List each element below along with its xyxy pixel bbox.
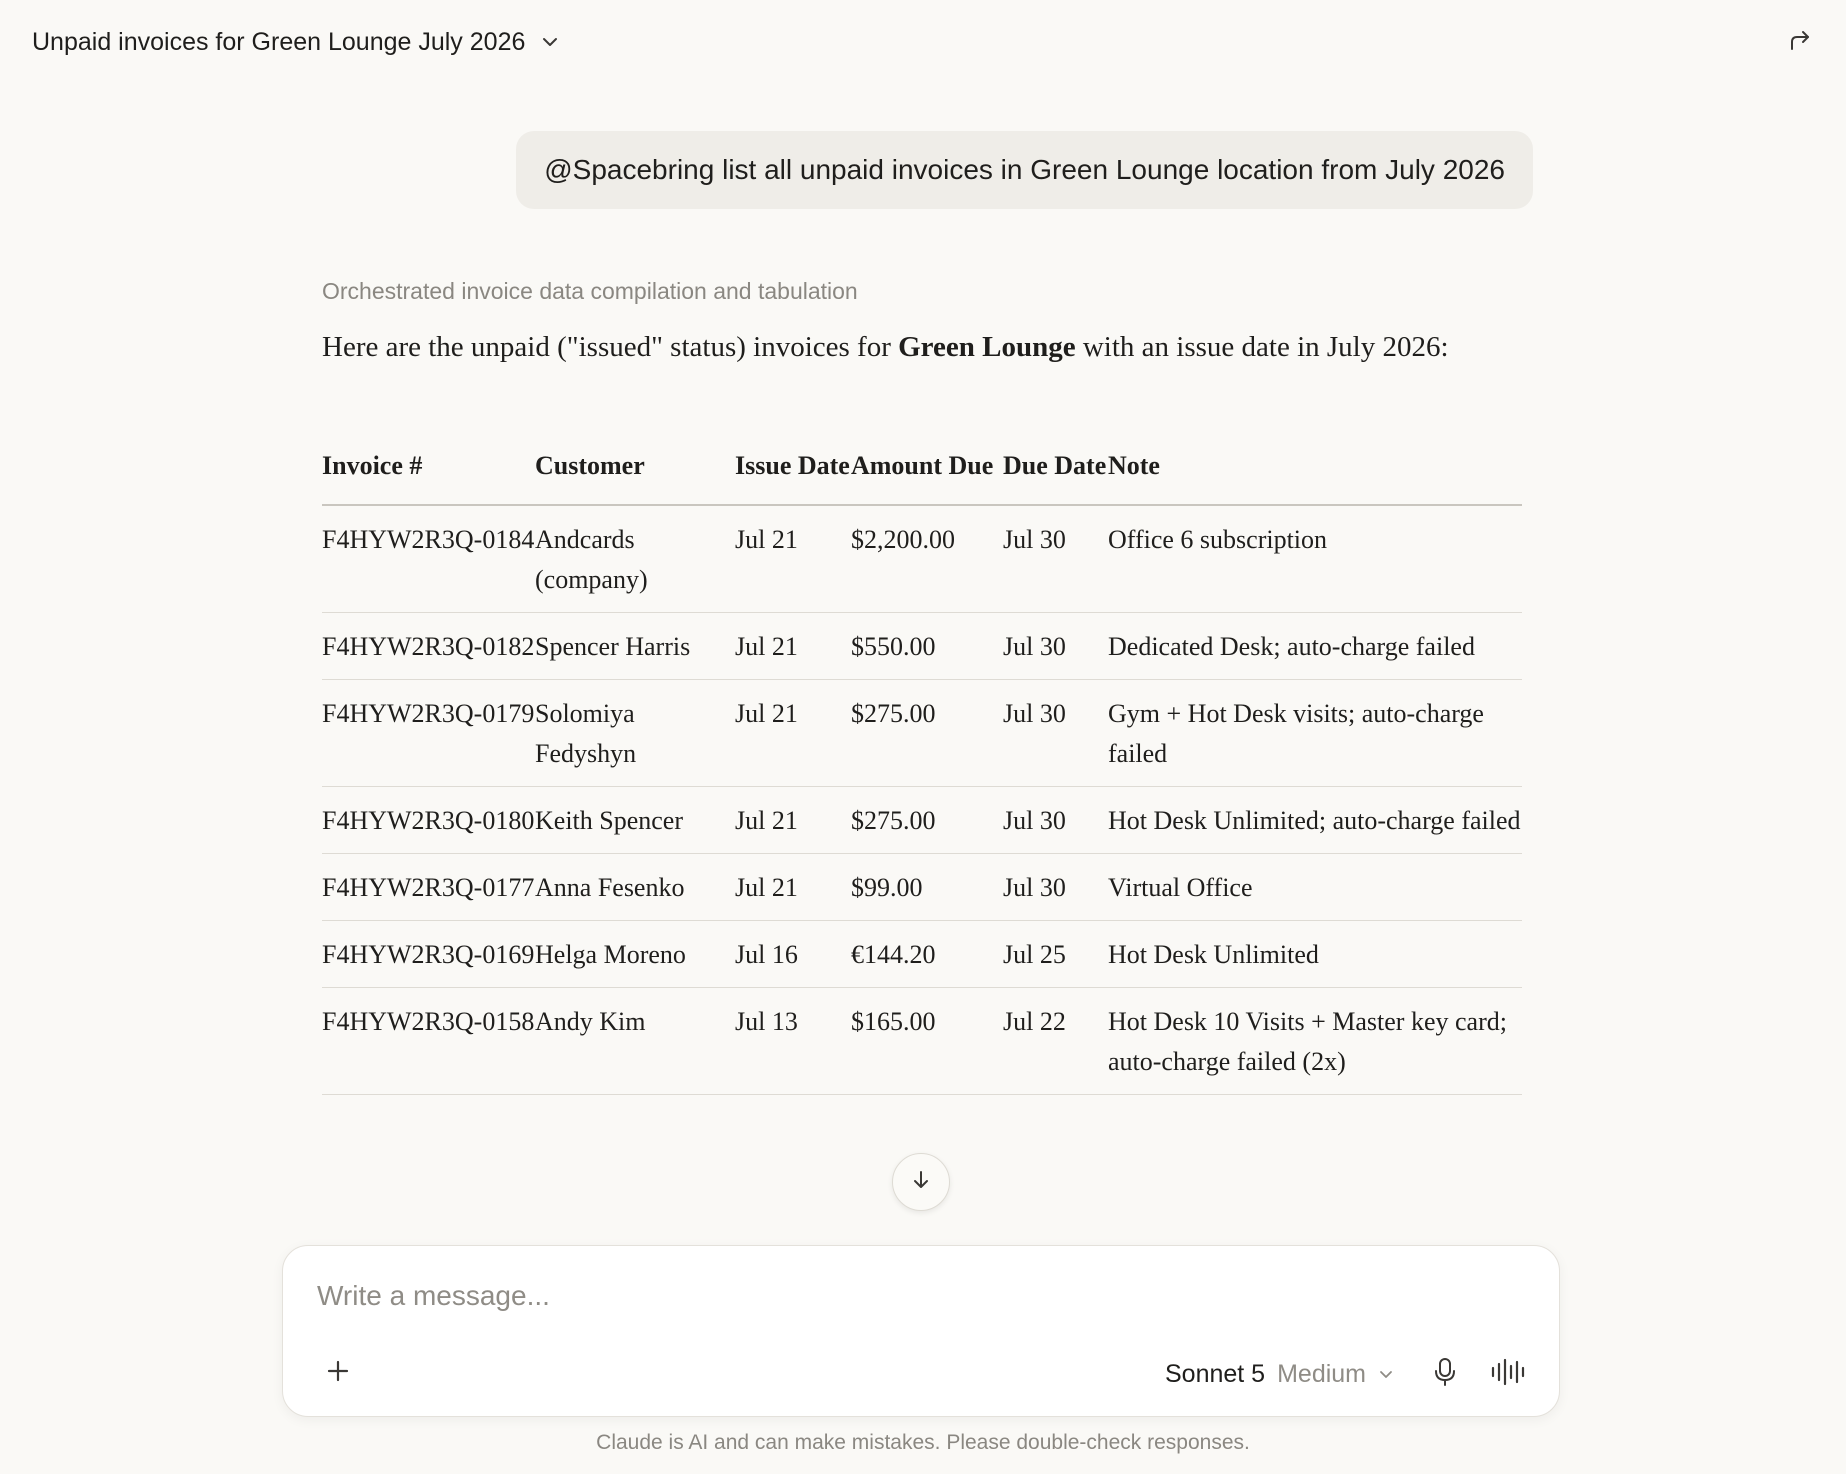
invoice-number-cell: F4HYW2R3Q-0158 [322, 988, 535, 1095]
issue-date-cell: Jul 16 [735, 921, 851, 988]
invoice-number-cell: F4HYW2R3Q-0179 [322, 680, 535, 787]
amount-due-cell: €144.20 [851, 921, 1003, 988]
intro-location: Green Lounge [898, 331, 1076, 363]
table-row [322, 787, 1522, 854]
message-input[interactable] [317, 1278, 1467, 1314]
disclaimer: Claude is AI and can make mistakes. Please double-check responses. [596, 1431, 1250, 1454]
chat-title-menu[interactable] [32, 28, 561, 57]
due-date-cell: Jul 25 [1003, 921, 1108, 988]
due-date-cell: Jul 30 [1003, 680, 1108, 787]
model-name: Sonnet 5 [1165, 1359, 1266, 1388]
issue-date-cell: Jul 21 [735, 854, 851, 921]
arrow-down-icon [909, 1168, 933, 1197]
customer-cell: Anna Fesenko [535, 854, 735, 921]
due-date-cell: Jul 30 [1003, 613, 1108, 680]
customer-cell: Helga Moreno [535, 921, 735, 988]
amount-due-cell: $550.00 [851, 613, 1003, 680]
table-row [322, 505, 1522, 613]
table-row [322, 854, 1522, 921]
microphone-icon [1432, 1357, 1458, 1392]
issue-date-cell: Jul 21 [735, 505, 851, 613]
issue-date-cell: Jul 13 [735, 988, 851, 1095]
note-cell: Office 6 subscription [1108, 505, 1522, 613]
column-header: Note [1108, 436, 1522, 505]
voice-mode-button[interactable] [1489, 1356, 1529, 1392]
due-date-cell: Jul 30 [1003, 854, 1108, 921]
message-composer [282, 1245, 1560, 1417]
model-effort: Medium [1277, 1359, 1367, 1388]
user-message-text: @Spacebring list all unpaid invoices in Green Lounge location from July 2026 [544, 154, 1505, 185]
column-header: Amount Due [851, 436, 1003, 505]
customer-cell: Andy Kim [535, 988, 735, 1095]
user-message-bubble [516, 131, 1533, 209]
note-cell: Hot Desk Unlimited; auto-charge failed [1108, 787, 1522, 854]
column-header: Invoice # [322, 436, 535, 505]
invoice-table [322, 436, 1522, 1095]
issue-date-cell: Jul 21 [735, 787, 851, 854]
voice-mode-icon [1490, 1357, 1528, 1392]
customer-cell: Spencer Harris [535, 613, 735, 680]
amount-due-cell: $275.00 [851, 787, 1003, 854]
table-row [322, 680, 1522, 787]
amount-due-cell: $99.00 [851, 854, 1003, 921]
chevron-down-icon [1378, 1360, 1394, 1389]
invoice-number-cell: F4HYW2R3Q-0169 [322, 921, 535, 988]
customer-cell: Andcards (company) [535, 505, 735, 613]
column-header: Customer [535, 436, 735, 505]
table-header-row [322, 436, 1522, 505]
due-date-cell: Jul 30 [1003, 505, 1108, 613]
table-row [322, 613, 1522, 680]
invoice-table-container [322, 436, 1522, 1244]
amount-due-cell: $2,200.00 [851, 505, 1003, 613]
answer-intro [322, 327, 1522, 367]
model-selector[interactable] [1165, 1356, 1394, 1392]
invoice-number-cell: F4HYW2R3Q-0182 [322, 613, 535, 680]
chevron-down-icon [539, 31, 561, 53]
table-row [322, 988, 1522, 1095]
share-icon [1787, 27, 1813, 58]
top-bar [0, 0, 1846, 84]
column-header: Issue Date [735, 436, 851, 505]
amount-due-cell: $165.00 [851, 988, 1003, 1095]
note-cell: Gym + Hot Desk visits; auto-charge failed [1108, 680, 1522, 787]
add-attachment-button[interactable] [323, 1358, 353, 1388]
due-date-cell: Jul 30 [1003, 787, 1108, 854]
share-button[interactable] [1784, 26, 1816, 58]
note-cell: Hot Desk Unlimited [1108, 921, 1522, 988]
dictation-button[interactable] [1429, 1356, 1461, 1392]
scroll-to-bottom-button[interactable] [892, 1153, 950, 1211]
note-cell: Dedicated Desk; auto-charge failed [1108, 613, 1522, 680]
invoice-number-cell: F4HYW2R3Q-0177 [322, 854, 535, 921]
issue-date-cell: Jul 21 [735, 680, 851, 787]
note-cell: Hot Desk 10 Visits + Master key card; auto-charge failed (2x) [1108, 988, 1522, 1095]
customer-cell: Keith Spencer [535, 787, 735, 854]
customer-cell: Solomiya Fedyshyn [535, 680, 735, 787]
assistant-message [322, 278, 1522, 395]
chat-title: Unpaid invoices for Green Lounge July 2026 [32, 27, 526, 56]
due-date-cell: Jul 22 [1003, 988, 1108, 1095]
intro-text-end: with an issue date in July 2026: [1075, 331, 1449, 363]
invoice-number-cell: F4HYW2R3Q-0184 [322, 505, 535, 613]
note-cell: Virtual Office [1108, 854, 1522, 921]
invoice-number-cell: F4HYW2R3Q-0180 [322, 787, 535, 854]
table-row [322, 921, 1522, 988]
issue-date-cell: Jul 21 [735, 613, 851, 680]
amount-due-cell: $275.00 [851, 680, 1003, 787]
thinking-summary[interactable]: Orchestrated invoice data compilation and tabulation [322, 278, 858, 304]
plus-icon [325, 1358, 351, 1389]
intro-text: Here are the unpaid ("issued" status) invoices for [322, 331, 899, 363]
column-header: Due Date [1003, 436, 1108, 505]
